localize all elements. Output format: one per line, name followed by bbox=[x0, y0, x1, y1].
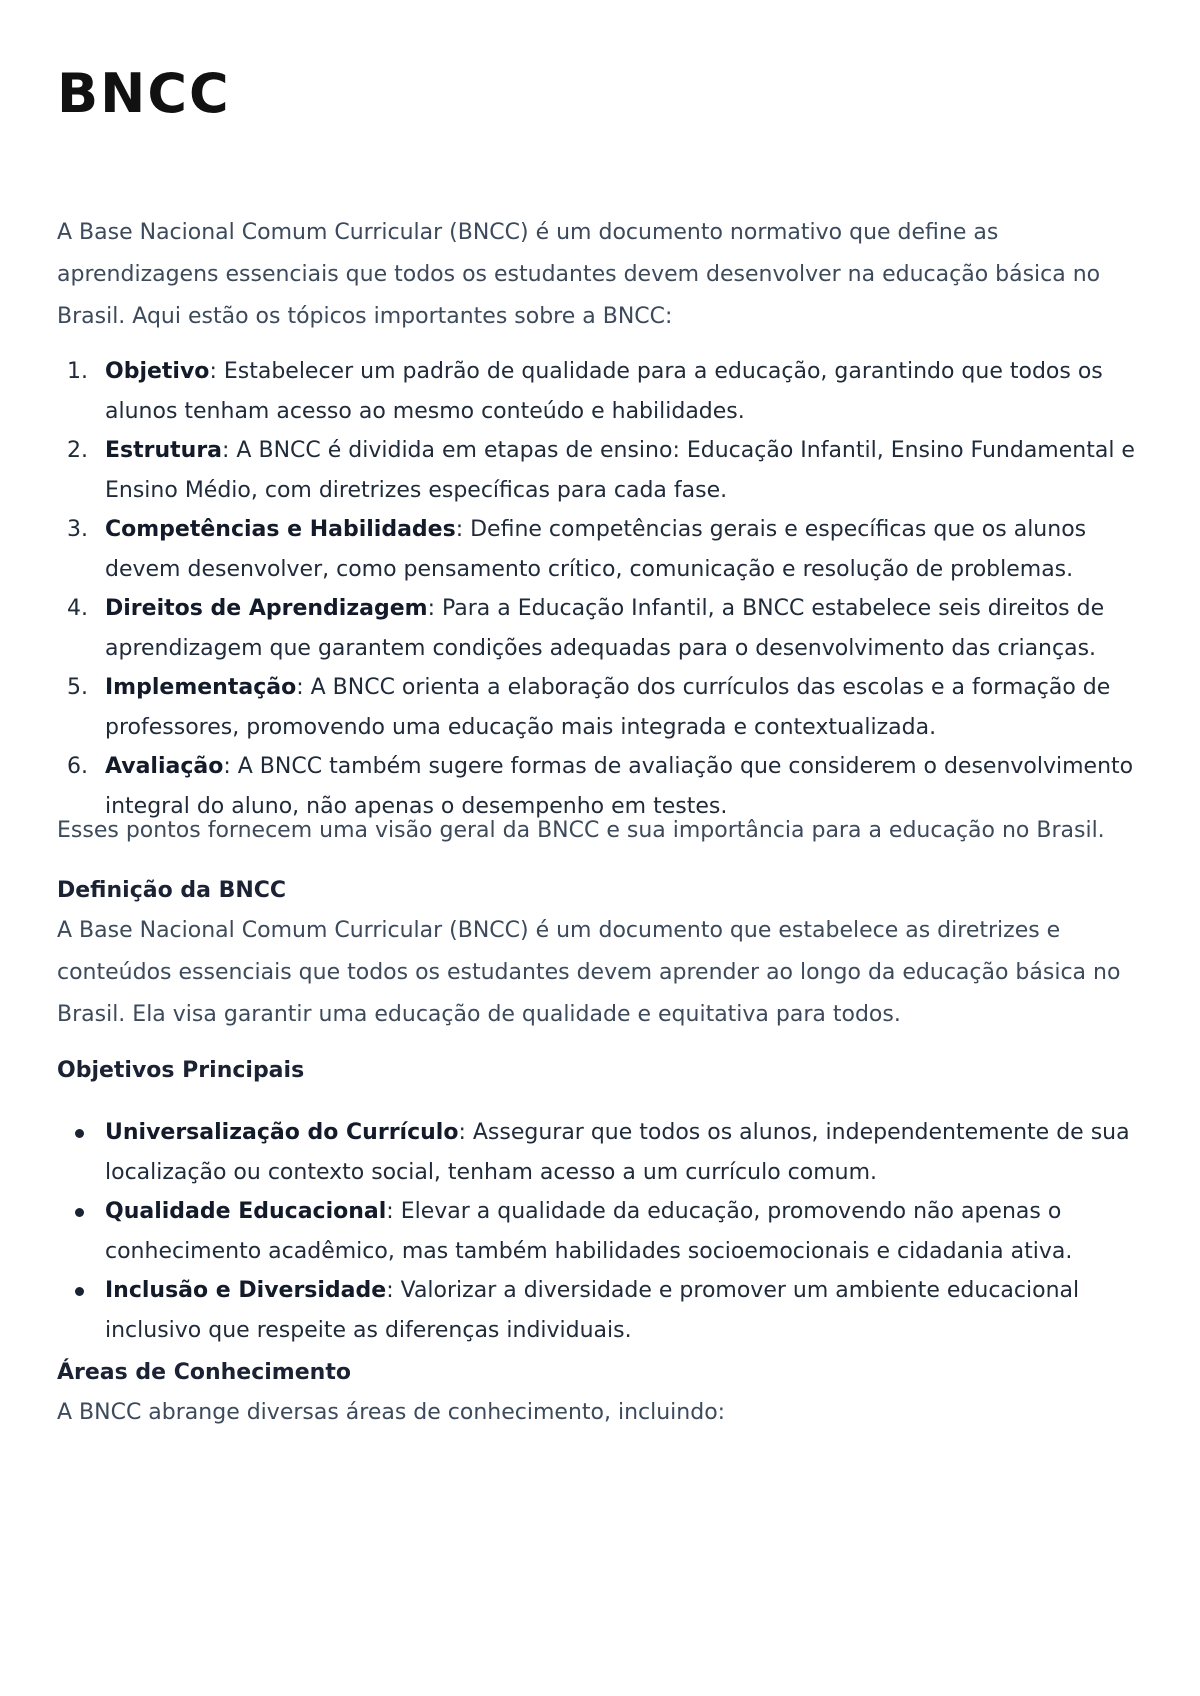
list-item bbox=[57, 1113, 1157, 1192]
list-item-term: Implementação bbox=[105, 675, 297, 700]
list-item-term: Avaliação bbox=[105, 754, 224, 779]
areas-paragraph: A BNCC abrange diversas áreas de conhecimento, incluindo: bbox=[57, 1400, 726, 1425]
list-item-text: : A BNCC também sugere formas de avaliação que considerem o desenvolvimento integral do aluno, não apenas o desempenho em testes. bbox=[105, 754, 1134, 819]
list-item-number: 1. bbox=[67, 359, 88, 384]
list-item-term: Objetivo bbox=[105, 359, 210, 384]
definition-paragraph: A Base Nacional Comum Curricular (BNCC) é um documento que estabelece as diretrizes e conteúdos essenciais que todos os estudantes devem aprender ao longo da educação básica no Brasil. Ela visa garantir uma educação de qualidade e equitativa para todos. bbox=[57, 918, 1121, 1027]
list-item-text: : A BNCC é dividida em etapas de ensino: Educação Infantil, Ensino Fundamental e Ensino Médio, com diretrizes específicas para cada fase. bbox=[105, 438, 1135, 503]
list-item bbox=[57, 589, 1157, 668]
list-item-text: : Estabelecer um padrão de qualidade para a educação, garantindo que todos os alunos tenham acesso ao mesmo conteúdo e habilidades. bbox=[105, 359, 1103, 424]
list-item-number: 3. bbox=[67, 517, 88, 542]
list-item-term: Competências e Habilidades bbox=[105, 517, 456, 542]
topics-list bbox=[57, 352, 1157, 826]
list-item-number: 5. bbox=[67, 675, 88, 700]
bullet-icon bbox=[75, 1208, 84, 1217]
page-title: BNCC bbox=[57, 62, 231, 125]
intro-paragraph: A Base Nacional Comum Curricular (BNCC) é um documento normativo que define as aprendizagens essenciais que todos os estudantes devem desenvolver na educação básica no Brasil. Aqui estão os tópicos importantes sobre a BNCC: bbox=[57, 220, 1101, 329]
list-item-text: : A BNCC orienta a elaboração dos currículos das escolas e a formação de professores, promovendo uma educação mais integrada e contextualizada. bbox=[105, 675, 1111, 740]
list-item bbox=[57, 431, 1157, 510]
list-item bbox=[57, 352, 1157, 431]
section-heading-definition: Definição da BNCC bbox=[57, 878, 287, 903]
list-item bbox=[57, 510, 1157, 589]
list-item-term: Inclusão e Diversidade bbox=[105, 1278, 387, 1303]
section-heading-objectives: Objetivos Principais bbox=[57, 1058, 305, 1083]
list-item bbox=[57, 668, 1157, 747]
list-item-text: : Define competências gerais e específicas que os alunos devem desenvolver, como pensamento crítico, comunicação e resolução de problemas. bbox=[105, 517, 1087, 582]
summary-paragraph: Esses pontos fornecem uma visão geral da BNCC e sua importância para a educação no Brasil. bbox=[57, 818, 1105, 843]
list-item bbox=[57, 1271, 1157, 1350]
list-item-text: : Valorizar a diversidade e promover um ambiente educacional inclusivo que respeite as diferenças individuais. bbox=[105, 1278, 1080, 1343]
list-item-number: 6. bbox=[67, 754, 88, 779]
list-item-number: 2. bbox=[67, 438, 88, 463]
list-item-text: : Elevar a qualidade da educação, promovendo não apenas o conhecimento acadêmico, mas também habilidades socioemocionais e cidadania ativa. bbox=[105, 1199, 1073, 1264]
list-item-number: 4. bbox=[67, 596, 88, 621]
bullet-icon bbox=[75, 1287, 84, 1296]
list-item-term: Estrutura bbox=[105, 438, 223, 463]
list-item-text: : Para a Educação Infantil, a BNCC estabelece seis direitos de aprendizagem que garantem condições adequadas para o desenvolvimento das crianças. bbox=[105, 596, 1105, 661]
section-heading-areas: Áreas de Conhecimento bbox=[57, 1360, 351, 1385]
list-item bbox=[57, 1192, 1157, 1271]
list-item-term: Universalização do Currículo bbox=[105, 1120, 459, 1145]
objectives-list bbox=[57, 1113, 1157, 1350]
bullet-icon bbox=[75, 1129, 84, 1138]
list-item-term: Direitos de Aprendizagem bbox=[105, 596, 428, 621]
list-item-term: Qualidade Educacional bbox=[105, 1199, 387, 1224]
list-item-text: : Assegurar que todos os alunos, independentemente de sua localização ou contexto social, tenham acesso a um currículo comum. bbox=[105, 1120, 1130, 1185]
